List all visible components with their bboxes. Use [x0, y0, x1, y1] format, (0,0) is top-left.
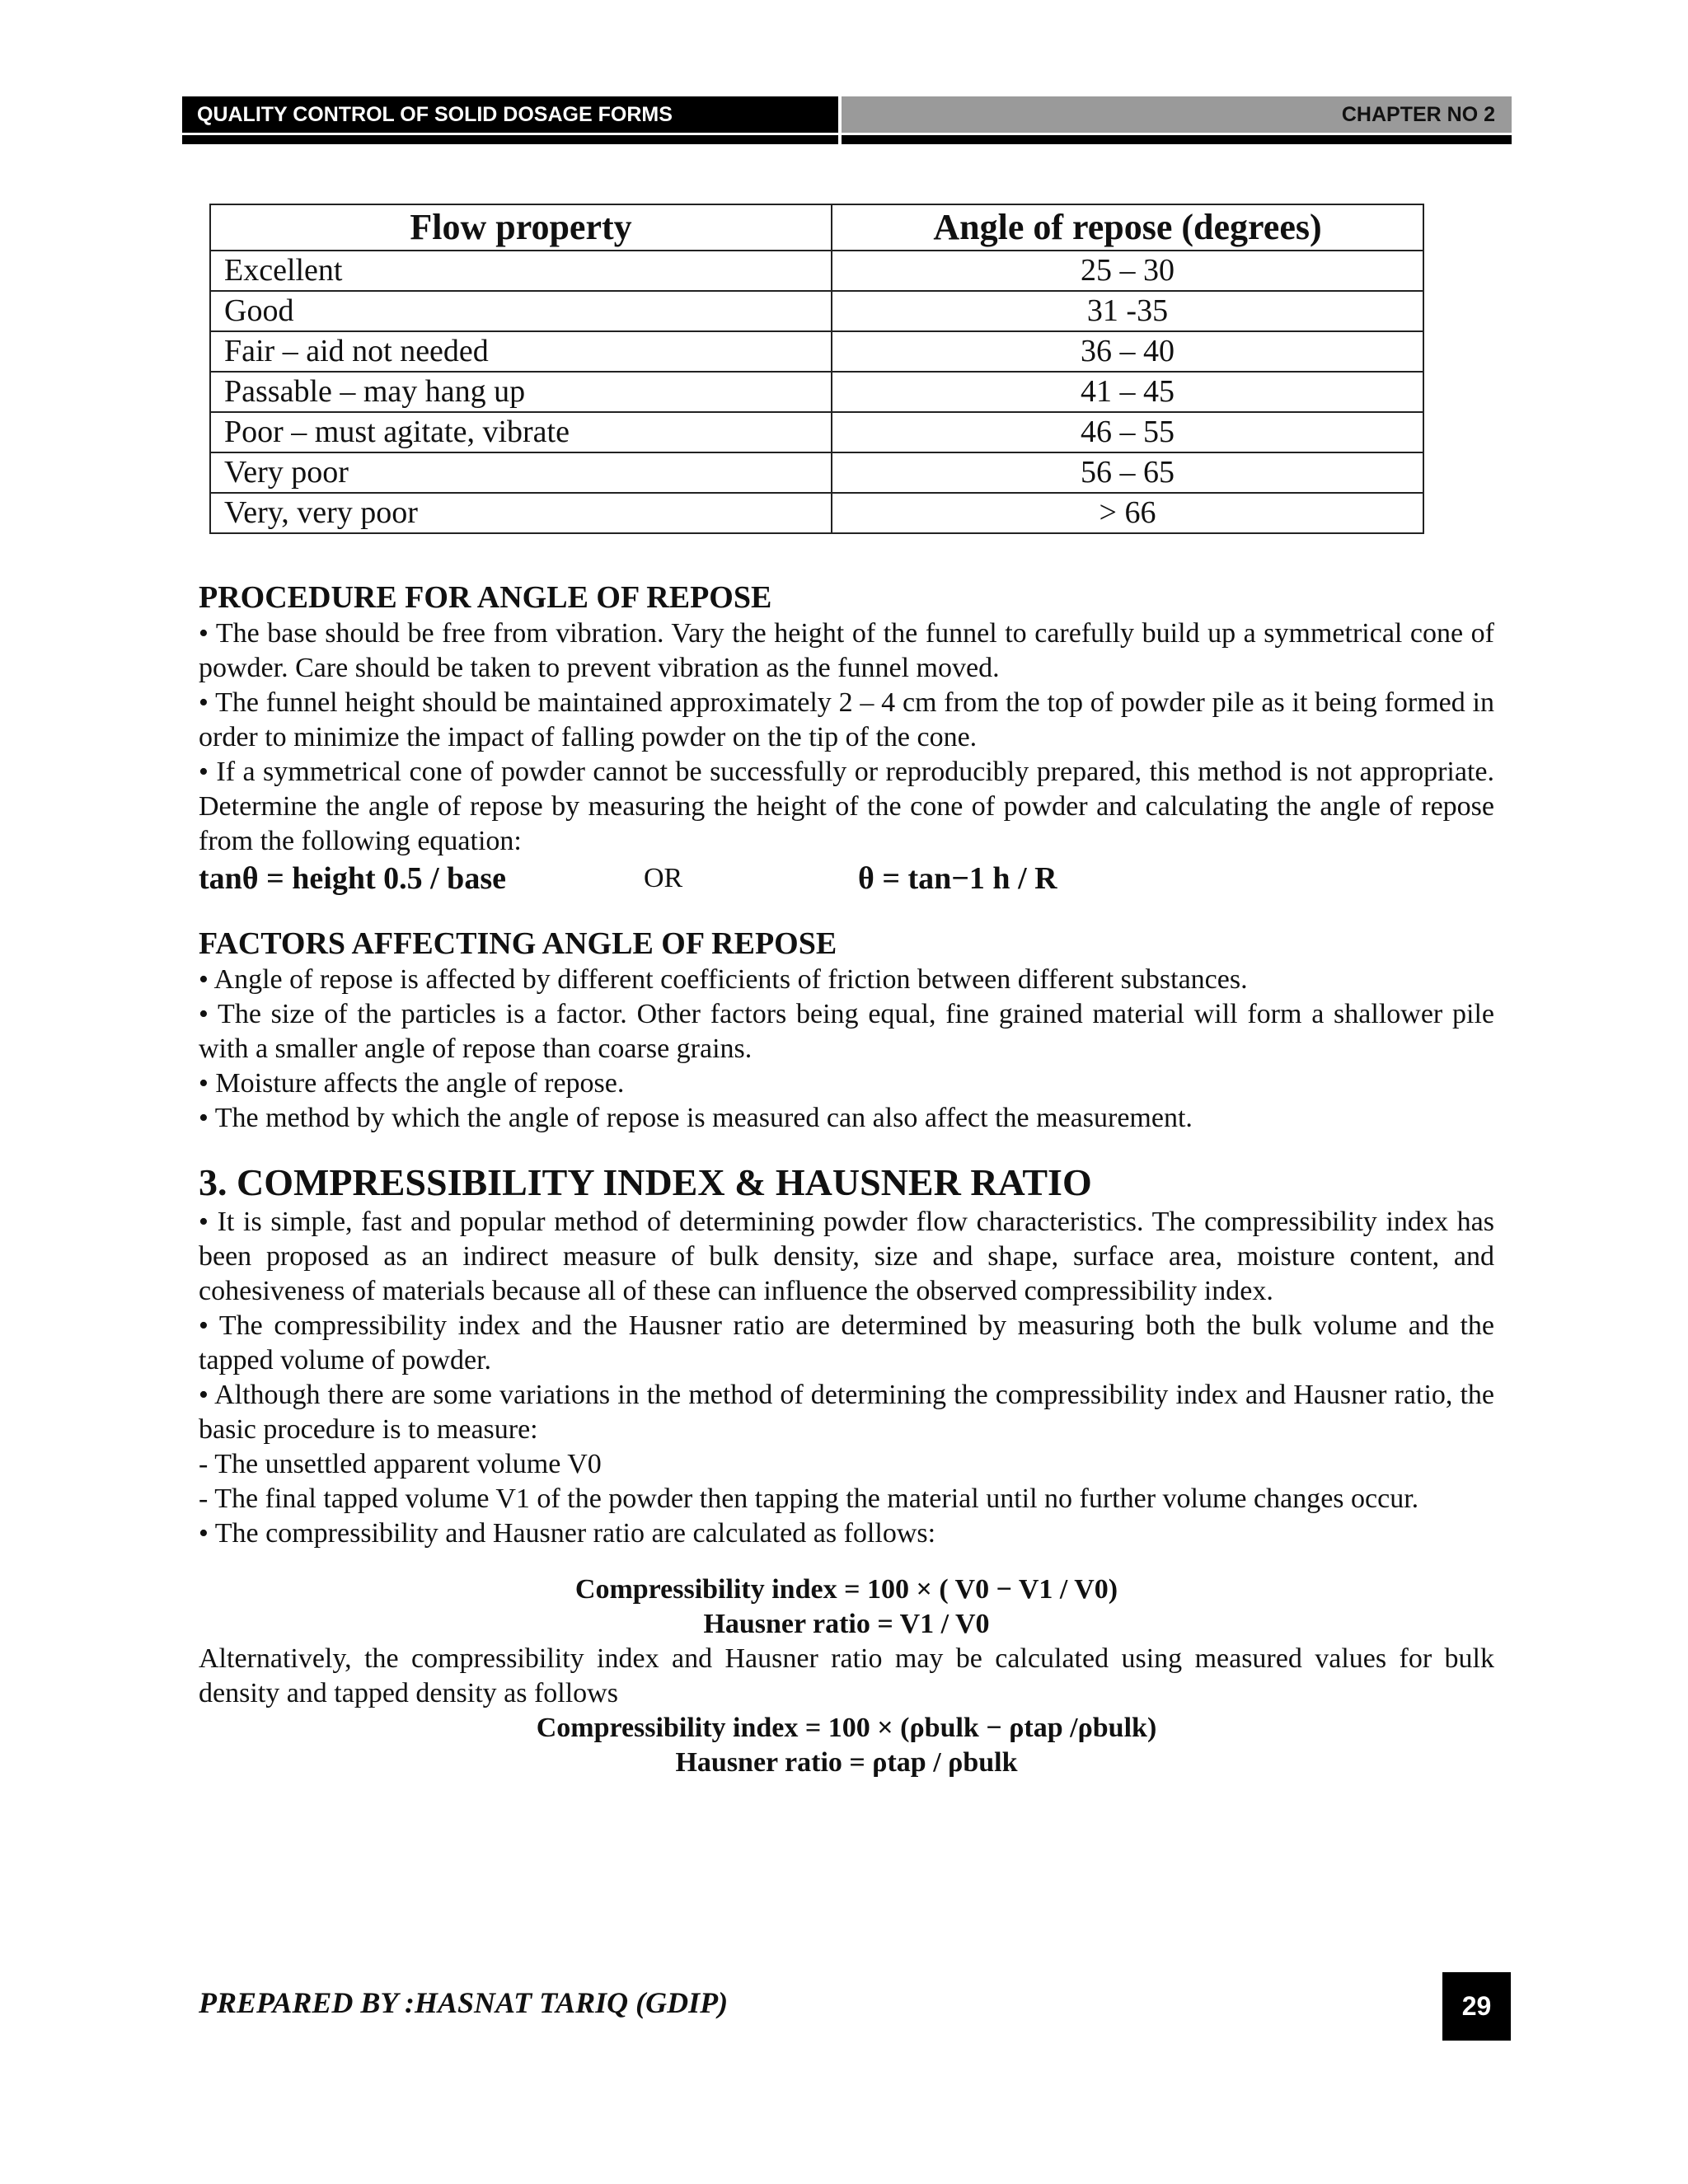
header-right-title: CHAPTER NO 2: [842, 96, 1512, 133]
header-divider: [838, 96, 842, 144]
header-left-title: QUALITY CONTROL OF SOLID DOSAGE FORMS: [182, 96, 838, 133]
flow-property-cell: Good: [210, 291, 832, 331]
compressibility-paragraph: • The compressibility index and the Hausner ratio are determined by measuring both the bulk volume and the tapped volume of powder.: [199, 1310, 1494, 1376]
page-number: 29: [1442, 1972, 1511, 2041]
table-row: [210, 251, 1423, 291]
compressibility-paragraph: - The final tapped volume V1 of the powder then tapping the material until no further volume changes occur.: [199, 1483, 1419, 1514]
table-row: [210, 452, 1423, 493]
hausner-density-formula: Hausner ratio = ρtap / ρbulk: [675, 1747, 1018, 1778]
arctan-equation: θ = tan−1 h / R: [858, 861, 1057, 896]
angle-cell: 41 – 45: [832, 372, 1423, 412]
flow-property-cell: Fair – aid not needed: [210, 331, 832, 372]
compressibility-paragraph: • The compressibility and Hausner ratio are calculated as follows:: [199, 1518, 936, 1549]
table-header-cell: Angle of repose (degrees): [832, 204, 1423, 251]
angle-equation-line: [199, 859, 1494, 898]
compressibility-density-formula: Compressibility index = 100 × (ρbulk − ρtap /ρbulk): [536, 1713, 1157, 1743]
table-row: [210, 372, 1423, 412]
angle-cell: 56 – 65: [832, 452, 1423, 493]
procedure-paragraph: • The funnel height should be maintained approximately 2 – 4 cm from the top of powder pile as it being formed in order to minimize the impact of falling powder on the tip of the cone.: [199, 687, 1494, 752]
table-header-row: [210, 204, 1423, 251]
flow-property-cell: Excellent: [210, 251, 832, 291]
compressibility-formula: Compressibility index = 100 × ( V0 − V1 / V0): [574, 1574, 1118, 1605]
angle-cell: 36 – 40: [832, 331, 1423, 372]
factors-paragraph: • The method by which the angle of repose is measured can also affect the measurement.: [199, 1103, 1193, 1133]
factors-heading: FACTORS AFFECTING ANGLE OF REPOSE: [199, 926, 837, 961]
procedure-heading: PROCEDURE FOR ANGLE OF REPOSE: [199, 580, 772, 615]
flow-property-cell: Very poor: [210, 452, 832, 493]
table-row: [210, 331, 1423, 372]
angle-cell: 31 -35: [832, 291, 1423, 331]
table-row: [210, 493, 1423, 533]
table-header-cell: Flow property: [210, 204, 832, 251]
page-header: [182, 96, 1512, 146]
factors-paragraph: • Moisture affects the angle of repose.: [199, 1068, 625, 1099]
footer-prepared-by: PREPARED BY :HASNAT TARIQ (GDIP): [199, 1986, 729, 2019]
compressibility-paragraph: • Although there are some variations in the method of determining the compressibility index and Hausner ratio, the basic procedure is to measure:: [199, 1380, 1494, 1445]
factors-paragraph: • Angle of repose is affected by different coefficients of friction between different substances.: [199, 964, 1248, 995]
tan-equation: tanθ = height 0.5 / base: [199, 861, 506, 896]
factors-paragraph: • The size of the particles is a factor. Other factors being equal, fine grained material will form a shallower pile with a smaller angle of repose than coarse grains.: [199, 999, 1494, 1064]
compressibility-paragraph: - The unsettled apparent volume V0: [199, 1449, 602, 1479]
flow-property-cell: Poor – must agitate, vibrate: [210, 412, 832, 452]
flow-property-table: [209, 204, 1424, 534]
angle-cell: > 66: [832, 493, 1423, 533]
procedure-paragraph: • If a symmetrical cone of powder cannot be successfully or reproducibly prepared, this method is not appropriate. Determine the angle of repose by measuring the height of the cone of powder and calculating the angle of repose from the following equation:: [199, 757, 1494, 856]
hausner-formula: Hausner ratio = V1 / V0: [703, 1609, 990, 1639]
compressibility-heading: 3. COMPRESSIBILITY INDEX & HAUSNER RATIO: [199, 1161, 1092, 1203]
compressibility-paragraph: Alternatively, the compressibility index and Hausner ratio may be calculated using measured values for bulk density and tapped density as follows: [199, 1643, 1494, 1708]
header-separator: [182, 133, 1512, 135]
equation-or: OR: [644, 863, 683, 893]
procedure-paragraph: • The base should be free from vibration. Vary the height of the funnel to carefully build up a symmetrical cone of powder. Care should be taken to prevent vibration as the funnel moved.: [199, 618, 1494, 683]
angle-cell: 46 – 55: [832, 412, 1423, 452]
compressibility-paragraph: • It is simple, fast and popular method of determining powder flow characteristics. The compressibility index has been proposed as an indirect measure of bulk density, size and shape, surface area, moisture content, and cohesiveness of materials because all of these can influence the observed compressibility index.: [199, 1207, 1494, 1306]
page-body: [199, 579, 1494, 1780]
angle-cell: 25 – 30: [832, 251, 1423, 291]
flow-property-cell: Very, very poor: [210, 493, 832, 533]
table-row: [210, 412, 1423, 452]
flow-property-cell: Passable – may hang up: [210, 372, 832, 412]
table-row: [210, 291, 1423, 331]
